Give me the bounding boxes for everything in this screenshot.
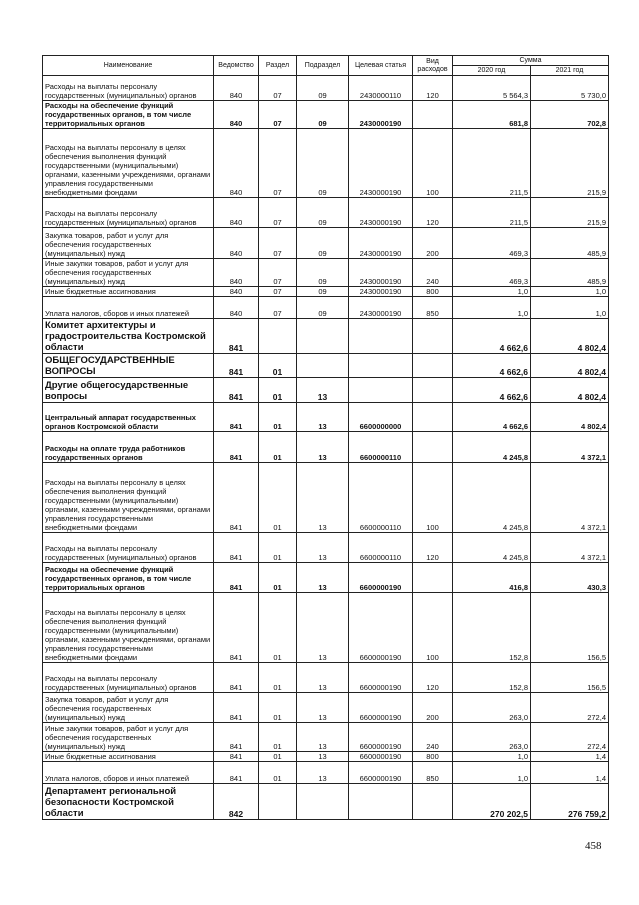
row-dept: 841 bbox=[214, 432, 259, 463]
header-sum: Сумма bbox=[453, 56, 609, 66]
row-section: 07 bbox=[259, 76, 297, 101]
row-dept: 840 bbox=[214, 76, 259, 101]
row-target: 6600000110 bbox=[349, 432, 413, 463]
row-target: 6600000190 bbox=[349, 723, 413, 752]
table-row bbox=[43, 533, 609, 563]
row-name: Иные закупки товаров, работ и услуг для обеспечения государственных (муниципальных) нужд bbox=[43, 723, 214, 752]
row-section: 07 bbox=[259, 101, 297, 129]
row-section: 07 bbox=[259, 228, 297, 259]
row-sum-2020: 211,5 bbox=[453, 129, 531, 198]
row-dept: 841 bbox=[214, 563, 259, 593]
row-sum-2020: 4 662,6 bbox=[453, 354, 531, 378]
row-section: 01 bbox=[259, 663, 297, 693]
row-target: 2430000190 bbox=[349, 198, 413, 228]
row-target: 6600000190 bbox=[349, 593, 413, 663]
row-name: Уплата налогов, сборов и иных платежей bbox=[43, 297, 214, 319]
row-dept: 841 bbox=[214, 463, 259, 533]
row-target: 2430000190 bbox=[349, 129, 413, 198]
row-dept: 841 bbox=[214, 378, 259, 403]
row-sum-2021: 1,4 bbox=[531, 762, 609, 784]
row-target: 2430000190 bbox=[349, 297, 413, 319]
row-section: 07 bbox=[259, 129, 297, 198]
row-sum-2021: 215,9 bbox=[531, 198, 609, 228]
row-sum-2021: 702,8 bbox=[531, 101, 609, 129]
row-dept: 841 bbox=[214, 403, 259, 432]
table-row bbox=[43, 432, 609, 463]
header-type: Вид расходов bbox=[413, 56, 453, 76]
row-type: 800 bbox=[413, 752, 453, 762]
row-target: 6600000190 bbox=[349, 663, 413, 693]
row-name: Расходы на выплаты персоналу в целях обеспечения выполнения функций государственными (муниципальными) органами, казенными учреждениями, органами управления государственными внебюджетными фондами bbox=[43, 593, 214, 663]
row-type: 120 bbox=[413, 76, 453, 101]
row-target: 2430000110 bbox=[349, 76, 413, 101]
row-sum-2021: 4 802,4 bbox=[531, 319, 609, 354]
row-type: 200 bbox=[413, 693, 453, 723]
row-type: 800 bbox=[413, 287, 453, 297]
row-subsection: 13 bbox=[297, 563, 349, 593]
row-subsection: 13 bbox=[297, 378, 349, 403]
row-dept: 842 bbox=[214, 784, 259, 820]
row-section: 07 bbox=[259, 198, 297, 228]
row-section: 01 bbox=[259, 693, 297, 723]
row-name: Центральный аппарат государственных органов Костромской области bbox=[43, 403, 214, 432]
row-dept: 840 bbox=[214, 287, 259, 297]
row-sum-2021: 215,9 bbox=[531, 129, 609, 198]
row-sum-2020: 211,5 bbox=[453, 198, 531, 228]
row-section: 01 bbox=[259, 354, 297, 378]
row-dept: 840 bbox=[214, 228, 259, 259]
row-subsection: 13 bbox=[297, 432, 349, 463]
table-row bbox=[43, 259, 609, 287]
row-sum-2020: 4 662,6 bbox=[453, 319, 531, 354]
row-section: 07 bbox=[259, 287, 297, 297]
row-name: Расходы на выплаты персоналу государственных (муниципальных) органов bbox=[43, 76, 214, 101]
row-section: 01 bbox=[259, 463, 297, 533]
row-section: 01 bbox=[259, 762, 297, 784]
row-sum-2021: 1,0 bbox=[531, 297, 609, 319]
row-subsection: 13 bbox=[297, 762, 349, 784]
row-sum-2021: 4 802,4 bbox=[531, 378, 609, 403]
row-sum-2021: 272,4 bbox=[531, 723, 609, 752]
table-row bbox=[43, 378, 609, 403]
row-type: 100 bbox=[413, 129, 453, 198]
row-sum-2021: 272,4 bbox=[531, 693, 609, 723]
row-type: 850 bbox=[413, 762, 453, 784]
row-dept: 840 bbox=[214, 198, 259, 228]
row-sum-2020: 4 245,8 bbox=[453, 432, 531, 463]
row-sum-2020: 1,0 bbox=[453, 297, 531, 319]
row-sum-2021: 4 372,1 bbox=[531, 432, 609, 463]
row-name: Комитет архитектуры и градостроительства Костромской области bbox=[43, 319, 214, 354]
row-sum-2020: 5 564,3 bbox=[453, 76, 531, 101]
row-target: 2430000190 bbox=[349, 228, 413, 259]
header-year-2020: 2020 год bbox=[453, 66, 531, 76]
row-subsection bbox=[297, 319, 349, 354]
row-type bbox=[413, 784, 453, 820]
row-sum-2020: 4 245,8 bbox=[453, 463, 531, 533]
row-subsection bbox=[297, 784, 349, 820]
row-subsection: 09 bbox=[297, 228, 349, 259]
row-subsection: 13 bbox=[297, 533, 349, 563]
table-body bbox=[43, 76, 609, 820]
row-subsection: 13 bbox=[297, 723, 349, 752]
row-section: 01 bbox=[259, 533, 297, 563]
row-type bbox=[413, 403, 453, 432]
row-target: 6600000190 bbox=[349, 563, 413, 593]
row-type: 240 bbox=[413, 723, 453, 752]
row-sum-2020: 1,0 bbox=[453, 752, 531, 762]
row-type bbox=[413, 432, 453, 463]
row-section: 07 bbox=[259, 297, 297, 319]
row-subsection: 13 bbox=[297, 693, 349, 723]
table-row bbox=[43, 784, 609, 820]
row-name: Иные бюджетные ассигнования bbox=[43, 752, 214, 762]
row-name: Закупка товаров, работ и услуг для обеспечения государственных (муниципальных) нужд bbox=[43, 693, 214, 723]
row-name: Расходы на оплате труда работников государственных органов bbox=[43, 432, 214, 463]
table-row bbox=[43, 463, 609, 533]
row-dept: 841 bbox=[214, 354, 259, 378]
row-subsection: 13 bbox=[297, 593, 349, 663]
row-target: 6600000190 bbox=[349, 762, 413, 784]
row-sum-2021: 4 802,4 bbox=[531, 403, 609, 432]
row-subsection: 09 bbox=[297, 129, 349, 198]
row-dept: 841 bbox=[214, 723, 259, 752]
row-name: Расходы на выплаты персоналу в целях обеспечения выполнения функций государственными (муниципальными) органами, казенными учреждениями, органами управления государственными внебюджетными фондами bbox=[43, 463, 214, 533]
table-row bbox=[43, 319, 609, 354]
row-target: 6600000110 bbox=[349, 463, 413, 533]
row-sum-2020: 263,0 bbox=[453, 693, 531, 723]
table-row bbox=[43, 693, 609, 723]
row-subsection: 13 bbox=[297, 403, 349, 432]
header-target: Целевая статья bbox=[349, 56, 413, 76]
row-sum-2021: 485,9 bbox=[531, 228, 609, 259]
row-subsection: 09 bbox=[297, 198, 349, 228]
table-row bbox=[43, 129, 609, 198]
table-row bbox=[43, 593, 609, 663]
row-section: 01 bbox=[259, 593, 297, 663]
row-sum-2020: 4 245,8 bbox=[453, 533, 531, 563]
row-target: 6600000190 bbox=[349, 752, 413, 762]
row-type: 100 bbox=[413, 593, 453, 663]
row-dept: 840 bbox=[214, 297, 259, 319]
row-type: 120 bbox=[413, 663, 453, 693]
row-dept: 841 bbox=[214, 319, 259, 354]
row-section bbox=[259, 319, 297, 354]
header-section: Раздел bbox=[259, 56, 297, 76]
row-section: 01 bbox=[259, 723, 297, 752]
table-row bbox=[43, 101, 609, 129]
row-type: 200 bbox=[413, 228, 453, 259]
row-sum-2020: 4 662,6 bbox=[453, 403, 531, 432]
row-subsection: 09 bbox=[297, 297, 349, 319]
row-target: 2430000190 bbox=[349, 287, 413, 297]
row-subsection: 09 bbox=[297, 259, 349, 287]
table-row bbox=[43, 752, 609, 762]
header-year-2021: 2021 год bbox=[531, 66, 609, 76]
row-sum-2020: 681,8 bbox=[453, 101, 531, 129]
table-row bbox=[43, 563, 609, 593]
row-sum-2021: 156,5 bbox=[531, 663, 609, 693]
row-subsection: 09 bbox=[297, 76, 349, 101]
row-section bbox=[259, 784, 297, 820]
row-sum-2020: 469,3 bbox=[453, 259, 531, 287]
table-row bbox=[43, 762, 609, 784]
row-target: 6600000000 bbox=[349, 403, 413, 432]
row-target bbox=[349, 378, 413, 403]
row-section: 01 bbox=[259, 378, 297, 403]
row-section: 01 bbox=[259, 432, 297, 463]
row-subsection: 13 bbox=[297, 752, 349, 762]
row-name: Расходы на обеспечение функций государственных органов, в том числе территориальных органов bbox=[43, 563, 214, 593]
row-dept: 840 bbox=[214, 129, 259, 198]
row-target: 2430000190 bbox=[349, 101, 413, 129]
row-sum-2021: 1,0 bbox=[531, 287, 609, 297]
row-name: Иные закупки товаров, работ и услуг для обеспечения государственных (муниципальных) нужд bbox=[43, 259, 214, 287]
row-section: 07 bbox=[259, 259, 297, 287]
row-name: Другие общегосударственные вопросы bbox=[43, 378, 214, 403]
row-subsection: 09 bbox=[297, 287, 349, 297]
row-section: 01 bbox=[259, 563, 297, 593]
row-sum-2021: 4 372,1 bbox=[531, 463, 609, 533]
row-dept: 841 bbox=[214, 663, 259, 693]
row-type bbox=[413, 101, 453, 129]
row-dept: 841 bbox=[214, 752, 259, 762]
row-dept: 841 bbox=[214, 593, 259, 663]
row-name: Уплата налогов, сборов и иных платежей bbox=[43, 762, 214, 784]
row-name: Расходы на выплаты персоналу государственных (муниципальных) органов bbox=[43, 533, 214, 563]
row-sum-2020: 1,0 bbox=[453, 287, 531, 297]
row-type bbox=[413, 378, 453, 403]
row-name: ОБЩЕГОСУДАРСТВЕННЫЕ ВОПРОСЫ bbox=[43, 354, 214, 378]
row-subsection: 13 bbox=[297, 663, 349, 693]
row-dept: 840 bbox=[214, 259, 259, 287]
row-target bbox=[349, 354, 413, 378]
row-sum-2020: 152,8 bbox=[453, 663, 531, 693]
page-number: 458 bbox=[585, 840, 602, 852]
row-name: Расходы на выплаты персоналу государственных (муниципальных) органов bbox=[43, 198, 214, 228]
row-target: 6600000110 bbox=[349, 533, 413, 563]
row-sum-2021: 430,3 bbox=[531, 563, 609, 593]
row-target: 6600000190 bbox=[349, 693, 413, 723]
row-type: 120 bbox=[413, 198, 453, 228]
row-target: 2430000190 bbox=[349, 259, 413, 287]
row-dept: 841 bbox=[214, 533, 259, 563]
table-row bbox=[43, 297, 609, 319]
row-sum-2021: 5 730,0 bbox=[531, 76, 609, 101]
row-sum-2020: 152,8 bbox=[453, 593, 531, 663]
row-name: Расходы на обеспечение функций государственных органов, в том числе территориальных органов bbox=[43, 101, 214, 129]
row-sum-2020: 263,0 bbox=[453, 723, 531, 752]
header-subsection: Подраздел bbox=[297, 56, 349, 76]
budget-table bbox=[42, 55, 609, 820]
row-subsection bbox=[297, 354, 349, 378]
row-subsection: 09 bbox=[297, 101, 349, 129]
row-sum-2021: 485,9 bbox=[531, 259, 609, 287]
table-row bbox=[43, 723, 609, 752]
table-row bbox=[43, 228, 609, 259]
row-sum-2021: 4 372,1 bbox=[531, 533, 609, 563]
row-name: Закупка товаров, работ и услуг для обеспечения государственных (муниципальных) нужд bbox=[43, 228, 214, 259]
row-name: Расходы на выплаты персоналу в целях обеспечения выполнения функций государственными (муниципальными) органами, казенными учреждениями, органами управления государственными внебюджетными фондами bbox=[43, 129, 214, 198]
row-section: 01 bbox=[259, 403, 297, 432]
row-name: Расходы на выплаты персоналу государственных (муниципальных) органов bbox=[43, 663, 214, 693]
row-sum-2021: 276 759,2 bbox=[531, 784, 609, 820]
table-row bbox=[43, 354, 609, 378]
row-sum-2020: 1,0 bbox=[453, 762, 531, 784]
row-dept: 841 bbox=[214, 762, 259, 784]
row-dept: 840 bbox=[214, 101, 259, 129]
row-type: 100 bbox=[413, 463, 453, 533]
row-sum-2020: 416,8 bbox=[453, 563, 531, 593]
row-sum-2021: 156,5 bbox=[531, 593, 609, 663]
row-name: Иные бюджетные ассигнования bbox=[43, 287, 214, 297]
row-subsection: 13 bbox=[297, 463, 349, 533]
row-sum-2021: 1,4 bbox=[531, 752, 609, 762]
row-type: 240 bbox=[413, 259, 453, 287]
row-sum-2021: 4 802,4 bbox=[531, 354, 609, 378]
table-row bbox=[43, 403, 609, 432]
row-type: 850 bbox=[413, 297, 453, 319]
row-type bbox=[413, 319, 453, 354]
row-sum-2020: 469,3 bbox=[453, 228, 531, 259]
row-section: 01 bbox=[259, 752, 297, 762]
row-type bbox=[413, 563, 453, 593]
header-name: Наименование bbox=[43, 56, 214, 76]
row-target bbox=[349, 319, 413, 354]
row-sum-2020: 270 202,5 bbox=[453, 784, 531, 820]
row-target bbox=[349, 784, 413, 820]
table-row bbox=[43, 663, 609, 693]
table-row bbox=[43, 198, 609, 228]
row-sum-2020: 4 662,6 bbox=[453, 378, 531, 403]
header-dept: Ведомство bbox=[214, 56, 259, 76]
row-type bbox=[413, 354, 453, 378]
row-type: 120 bbox=[413, 533, 453, 563]
table-row bbox=[43, 76, 609, 101]
row-name: Департамент региональной безопасности Костромской области bbox=[43, 784, 214, 820]
row-dept: 841 bbox=[214, 693, 259, 723]
table-row bbox=[43, 287, 609, 297]
